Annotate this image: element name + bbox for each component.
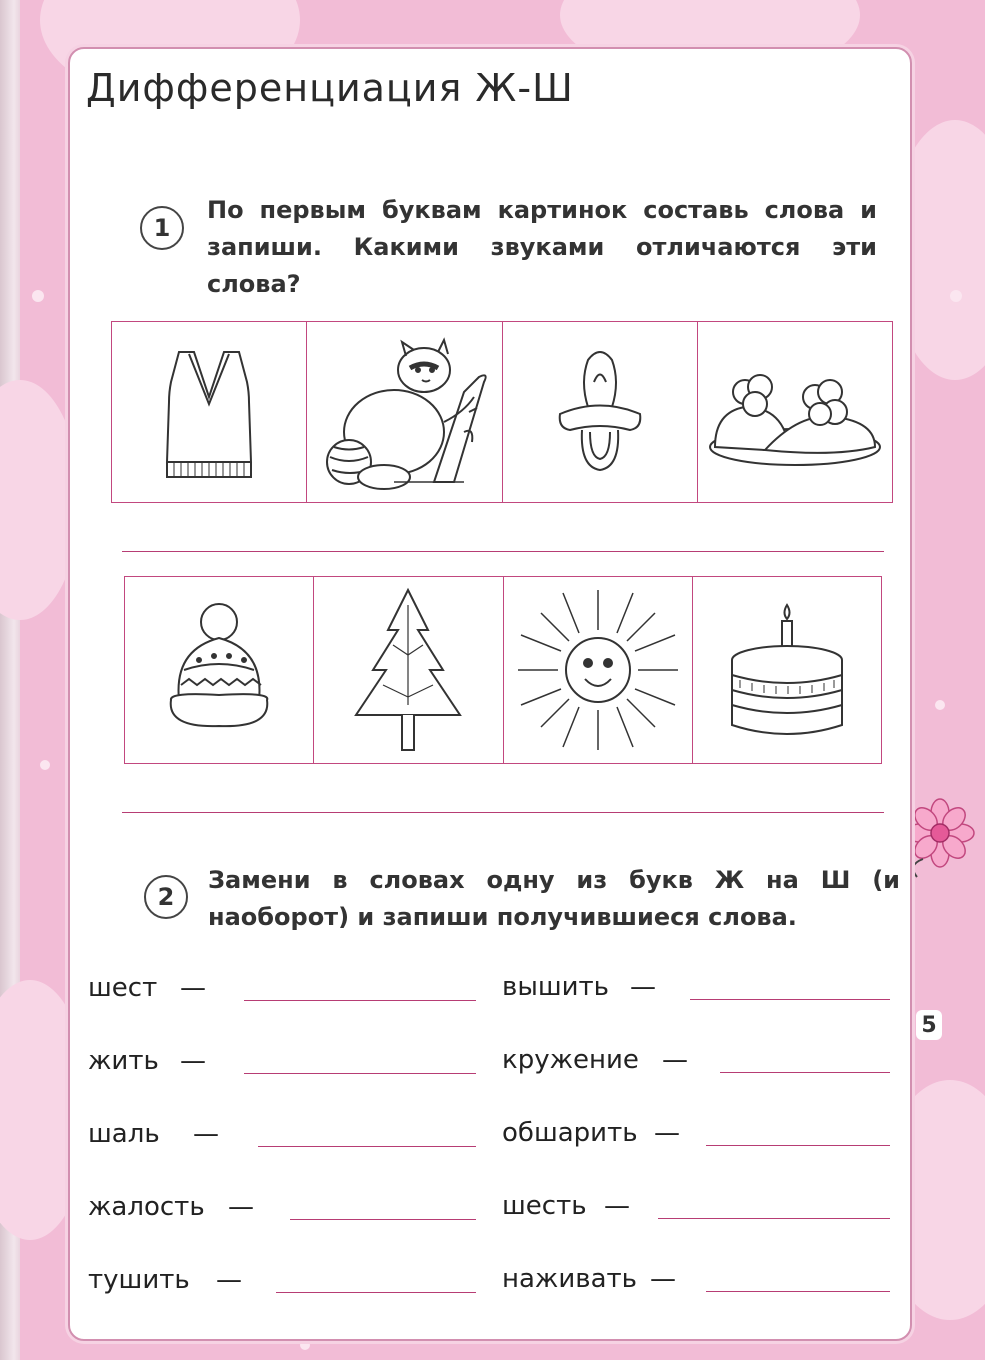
dash: — <box>662 1045 688 1075</box>
word-right-3: обшарить <box>502 1118 638 1148</box>
dash: — <box>650 1264 676 1294</box>
page-title: Дифференциация Ж-Ш <box>86 66 574 110</box>
bg-dot <box>32 290 44 302</box>
dash: — <box>604 1191 630 1221</box>
picture-cell <box>504 577 693 763</box>
task-1-instructions: По первым буквам картинок составь слова и запиши. Какими звуками отличаются эти слова? <box>207 196 877 298</box>
word-right-5: наживать <box>502 1264 637 1294</box>
picture-cell <box>125 577 314 763</box>
picture-row-1 <box>111 321 893 503</box>
word-left-3: шаль <box>88 1119 160 1149</box>
picture-cell <box>698 322 892 502</box>
dash: — <box>228 1192 254 1222</box>
knit-hat-icon <box>159 600 279 740</box>
dash: — <box>654 1118 680 1148</box>
dash: — <box>216 1265 242 1295</box>
word-right-1: вышить <box>502 972 610 1002</box>
fill-line-left-3[interactable] <box>258 1146 476 1147</box>
task-number-1: 1 <box>140 206 184 250</box>
cake-icon <box>722 595 852 745</box>
vest-icon <box>149 342 269 482</box>
bg-dot <box>935 700 945 710</box>
bg-dot <box>40 760 50 770</box>
answer-line-2[interactable] <box>122 812 884 813</box>
picture-cell <box>307 322 502 502</box>
dash: — <box>630 972 656 1002</box>
picture-cell <box>112 322 307 502</box>
fill-line-left-5[interactable] <box>276 1292 476 1293</box>
task-number-2: 2 <box>144 875 188 919</box>
fill-line-right-2[interactable] <box>720 1072 890 1073</box>
task-2-instructions: Замени в словах одну из букв Ж на Ш (и наоборот) и запиши получившиеся слова. <box>208 866 900 931</box>
word-right-4: шесть <box>502 1191 587 1221</box>
picture-row-2 <box>124 576 882 764</box>
picture-cell <box>503 322 698 502</box>
fill-line-left-2[interactable] <box>244 1073 476 1074</box>
word-left-5: тушить <box>88 1265 190 1295</box>
picture-cell <box>314 577 503 763</box>
word-left-4: жалость <box>88 1192 205 1222</box>
flower-icon <box>905 795 975 885</box>
bg-dot <box>300 1340 310 1350</box>
raccoon-icon <box>314 332 494 492</box>
page-number: 5 <box>916 1010 942 1040</box>
fill-line-left-4[interactable] <box>290 1219 476 1220</box>
dash: — <box>193 1119 219 1149</box>
picture-cell <box>693 577 881 763</box>
fill-line-right-1[interactable] <box>690 999 890 1000</box>
fill-line-right-4[interactable] <box>658 1218 890 1219</box>
word-right-2: кружение <box>502 1045 639 1075</box>
word-left-1: шест <box>88 973 158 1003</box>
fir-tree-icon <box>338 585 478 755</box>
slippers-icon <box>705 352 885 472</box>
bg-dot <box>950 290 962 302</box>
dash: — <box>180 1046 206 1076</box>
word-left-2: жить <box>88 1046 159 1076</box>
sun-icon <box>513 585 683 755</box>
fill-line-right-5[interactable] <box>706 1291 890 1292</box>
pacifier-icon <box>550 342 650 482</box>
dash: — <box>180 973 206 1003</box>
fill-line-left-1[interactable] <box>244 1000 476 1001</box>
fill-line-right-3[interactable] <box>706 1145 890 1146</box>
answer-line-1[interactable] <box>122 551 884 552</box>
